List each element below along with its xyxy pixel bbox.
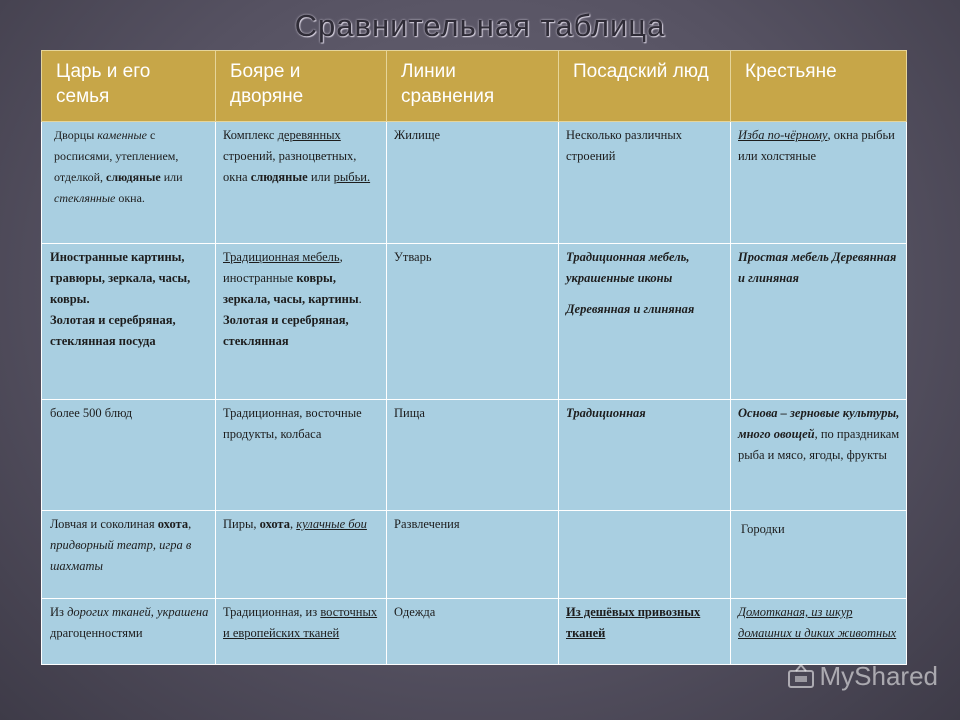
table-row-food (42, 400, 907, 511)
watermark-text: MyShared (819, 661, 938, 691)
text: охота (259, 517, 290, 531)
cell-boyars-entertainment (216, 511, 387, 599)
text: Из (50, 605, 68, 619)
text: или (160, 170, 183, 184)
text: Иностранные картины, гравюры (50, 250, 185, 285)
cell-tsar-food: более 500 блюд (42, 400, 216, 511)
table-row-utensils (42, 244, 907, 400)
cell-peasants-food (731, 400, 907, 511)
text: слюдяные (250, 170, 308, 184)
text: . (358, 292, 362, 306)
text: восточных и европейских тканей (223, 605, 378, 640)
text: , зеркала, часы, картины (223, 271, 359, 306)
cell-peasants-dwelling (731, 122, 907, 244)
text: , окна рыбьи или холстяные (738, 128, 895, 163)
cell-tsar-dwelling (42, 122, 216, 244)
cell-tsar-entertainment (42, 511, 216, 599)
text: Традиционная мебель (223, 250, 340, 264)
text: Изба по-чёрному (738, 128, 828, 142)
text: Основа – зерновые культуры, много овощей (738, 406, 900, 441)
cell-boyars-dwelling (216, 122, 387, 244)
cell-line-clothing: Одежда (387, 599, 559, 665)
header-row (42, 51, 907, 122)
watermark (786, 661, 939, 692)
slide-title: Сравнительная таблица (294, 8, 666, 43)
cell-peasants-utensils (731, 244, 907, 400)
text: Городки (741, 522, 785, 536)
cell-line-dwelling: Жилище (387, 122, 559, 244)
text: дорогих тканей (67, 605, 151, 619)
cell-line-food: Пища (387, 400, 559, 511)
text: или (307, 170, 334, 184)
text: , зеркала, часы, ковры. (50, 271, 191, 306)
header-posad: Посадский люд (559, 51, 731, 122)
text: Ловчая и соколиная (50, 517, 158, 531)
cell-tsar-utensils (42, 244, 216, 400)
text: украшена (157, 605, 209, 619)
text: ковры (296, 271, 333, 285)
cell-posad-food: Традиционная (559, 400, 731, 511)
cell-boyars-food: Традиционная, восточные продукты, колбаса (216, 400, 387, 511)
cell-posad-dwelling: Несколько различных строений (559, 122, 731, 244)
text: Традиционная мебель, украшенные иконы (566, 250, 690, 285)
text: стеклянные (54, 191, 116, 205)
cell-posad-clothing: Из дешёвых привозных тканей (559, 599, 731, 665)
text: , (188, 517, 192, 531)
header-boyars: Бояре и дворяне (216, 51, 387, 122)
table-row-dwelling (42, 122, 907, 244)
text: строений, разноцветных, окна (223, 149, 357, 184)
text: окна. (115, 191, 145, 205)
text: каменные (97, 128, 147, 142)
cell-line-utensils: Утварь (387, 244, 559, 400)
header-tsar: Царь и его семья (42, 51, 216, 122)
text: Традиционная, из (223, 605, 321, 619)
comparison-table (41, 50, 907, 665)
header-peasants: Крестьяне (731, 51, 907, 122)
text: Золотая и серебряная, стеклянная посуда (50, 313, 176, 348)
header-comparison-lines: Линии сравнения (387, 51, 559, 122)
text: , (289, 517, 297, 531)
myshared-logo-icon (786, 662, 816, 692)
text: деревянных (277, 128, 341, 142)
cell-boyars-utensils (216, 244, 387, 400)
cell-posad-utensils (559, 244, 731, 400)
text: кулачные бои (296, 517, 367, 531)
text: , (253, 517, 260, 531)
table-row-clothing (42, 599, 907, 665)
text: рыбьи. (333, 170, 371, 184)
text: Золотая и серебряная, стеклянная (223, 313, 349, 348)
cell-line-entertainment: Развлечения (387, 511, 559, 599)
text: охота (157, 517, 189, 531)
cell-peasants-entertainment (731, 511, 907, 599)
cell-tsar-clothing (42, 599, 216, 665)
text: Пиры (223, 517, 254, 531)
table-row-entertainment (42, 511, 907, 599)
text: , (150, 605, 158, 619)
cell-peasants-clothing: Домотканая, из шкур домашних и диких животных (731, 599, 907, 665)
text: придворный театр, игра в шахматы (50, 538, 192, 573)
text: Простая мебель Деревянная и глиняная (738, 250, 897, 285)
text: слюдяные (106, 170, 161, 184)
cell-boyars-clothing (216, 599, 387, 665)
text: Комплекс (223, 128, 278, 142)
text: драгоценностями (50, 626, 143, 640)
text: Деревянная и глиняная (566, 302, 695, 316)
cell-posad-entertainment (559, 511, 731, 599)
text: Дворцы (54, 128, 98, 142)
text: , иностранные (223, 250, 343, 285)
text: с росписями, утеплением, отделкой, (54, 128, 179, 184)
text: , по праздникам рыба и мясо, ягоды, фрукты (738, 427, 900, 462)
